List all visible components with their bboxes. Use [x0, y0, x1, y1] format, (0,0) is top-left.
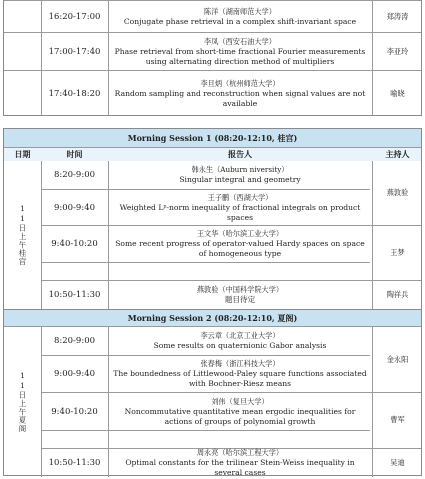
- table-row: [41, 280, 421, 309]
- host-cell: 王梦: [390, 247, 405, 257]
- session-1-body: [4, 161, 421, 309]
- talk-title: The boundedness of Littlewood-Paley square functions associated with Bochner-Riesz means: [113, 369, 367, 388]
- talk-title: Some recent progress of operator-valued Hardy spaces on space of homogeneous type: [115, 239, 365, 258]
- table-row: [41, 392, 421, 430]
- header-date: 日期: [14, 149, 31, 159]
- time-cell: 17:00-17:40: [48, 46, 101, 57]
- session-1-date: 11日上午桂宫: [18, 204, 27, 266]
- table-row: [4, 32, 421, 70]
- host-cell: 曹军: [390, 415, 405, 424]
- header-speaker: 报告人: [228, 149, 252, 159]
- time-cell: 8:20-9:00: [53, 170, 96, 180]
- time-cell: 9:40-10:20: [51, 239, 98, 249]
- table-row: [41, 448, 421, 477]
- table-row: [41, 189, 370, 225]
- speaker-name: 燕敦验（中国科学院大学）: [196, 285, 284, 294]
- speaker-name: 李凤（西安石油大学）: [204, 36, 276, 46]
- session-2-body: [4, 326, 421, 477]
- talk-title: Optimal constants for the trilinear Stein-Weiss inequality in several cases: [125, 458, 355, 477]
- morning-schedule-table: [3, 128, 422, 476]
- table-row: [4, 70, 421, 116]
- host-cell: 喻晓: [390, 88, 405, 98]
- table-row: [41, 262, 370, 280]
- header-time: 时间: [66, 149, 83, 159]
- speaker-name: 周永亮（哈尔滨工程大学）: [196, 448, 284, 457]
- top-schedule-table: [3, 0, 422, 116]
- talk-title: 题目待定: [224, 295, 256, 304]
- host-cell: 金永阳: [386, 354, 409, 364]
- session-1-title: Morning Session 1 (08:20-12:10, 桂宫): [4, 128, 421, 147]
- session-2-title: Morning Session 2 (08:20-12:10, 夏阁): [4, 309, 421, 326]
- table-row: [41, 355, 370, 392]
- session-2-date: 11日上午夏阁: [18, 371, 27, 433]
- talk-title: Singular integral and geometry: [179, 175, 301, 184]
- table-row: [4, 0, 421, 32]
- time-cell: 9:00-9:40: [53, 369, 96, 379]
- speaker-name: 李云章（北京工业大学）: [200, 331, 280, 340]
- talk-title: Some results on quaternionic Gabor analysis: [153, 341, 327, 350]
- table-row: [41, 327, 370, 355]
- speaker-name: 韩永生（Auburn niversity）: [191, 165, 289, 174]
- table-row: [41, 430, 370, 448]
- talk-title: Weighted Lᵖ-norm inequality of fractional integrals on product spaces: [119, 202, 361, 222]
- host-cell: 李亚玲: [386, 46, 409, 56]
- talk-title: Noncommutative quantitative mean ergodic inequalities for actions of groups of polynomial growth: [124, 406, 356, 426]
- speaker-name: 李旦炳（杭州师范大学）: [200, 78, 280, 88]
- time-cell: 8:20-9:00: [53, 336, 96, 346]
- talk-title: Phase retrieval from short-time fractional Fourier measurements using alternating direction method of multipliers: [114, 46, 366, 66]
- host-cell: 陶祥兵: [386, 289, 409, 299]
- header-host: 主持人: [385, 149, 410, 159]
- column-header-row: [4, 147, 421, 161]
- host-cell: 吴迪: [390, 457, 405, 467]
- talk-title: Conjugate phase retrieval in a complex shift-invariant space: [123, 16, 357, 26]
- time-cell: 9:40-10:20: [51, 406, 98, 417]
- time-cell: 10:50-11:30: [48, 458, 101, 468]
- speaker-name: 王文华（哈尔滨工业大学）: [196, 229, 284, 238]
- talk-title: Random sampling and reconstruction when signal values are not available: [114, 88, 366, 108]
- time-cell: 10:50-11:30: [48, 290, 101, 300]
- speaker-name: 刘伟（复旦大学）: [211, 396, 269, 406]
- speaker-name: 张春梅（浙江科技大学）: [200, 359, 280, 368]
- time-cell: 17:40-18:20: [48, 88, 101, 99]
- time-cell: 16:20-17:00: [48, 11, 101, 22]
- speaker-name: 王子鹏（西湖大学）: [207, 192, 273, 202]
- table-row: [41, 225, 421, 262]
- time-cell: 9:00-9:40: [53, 202, 96, 213]
- speaker-name: 陈洋（湖南师范大学）: [204, 6, 276, 16]
- host-cell: 燕敦验: [386, 188, 409, 197]
- host-cell: 郑涛涛: [386, 11, 409, 21]
- table-row: [41, 161, 421, 189]
